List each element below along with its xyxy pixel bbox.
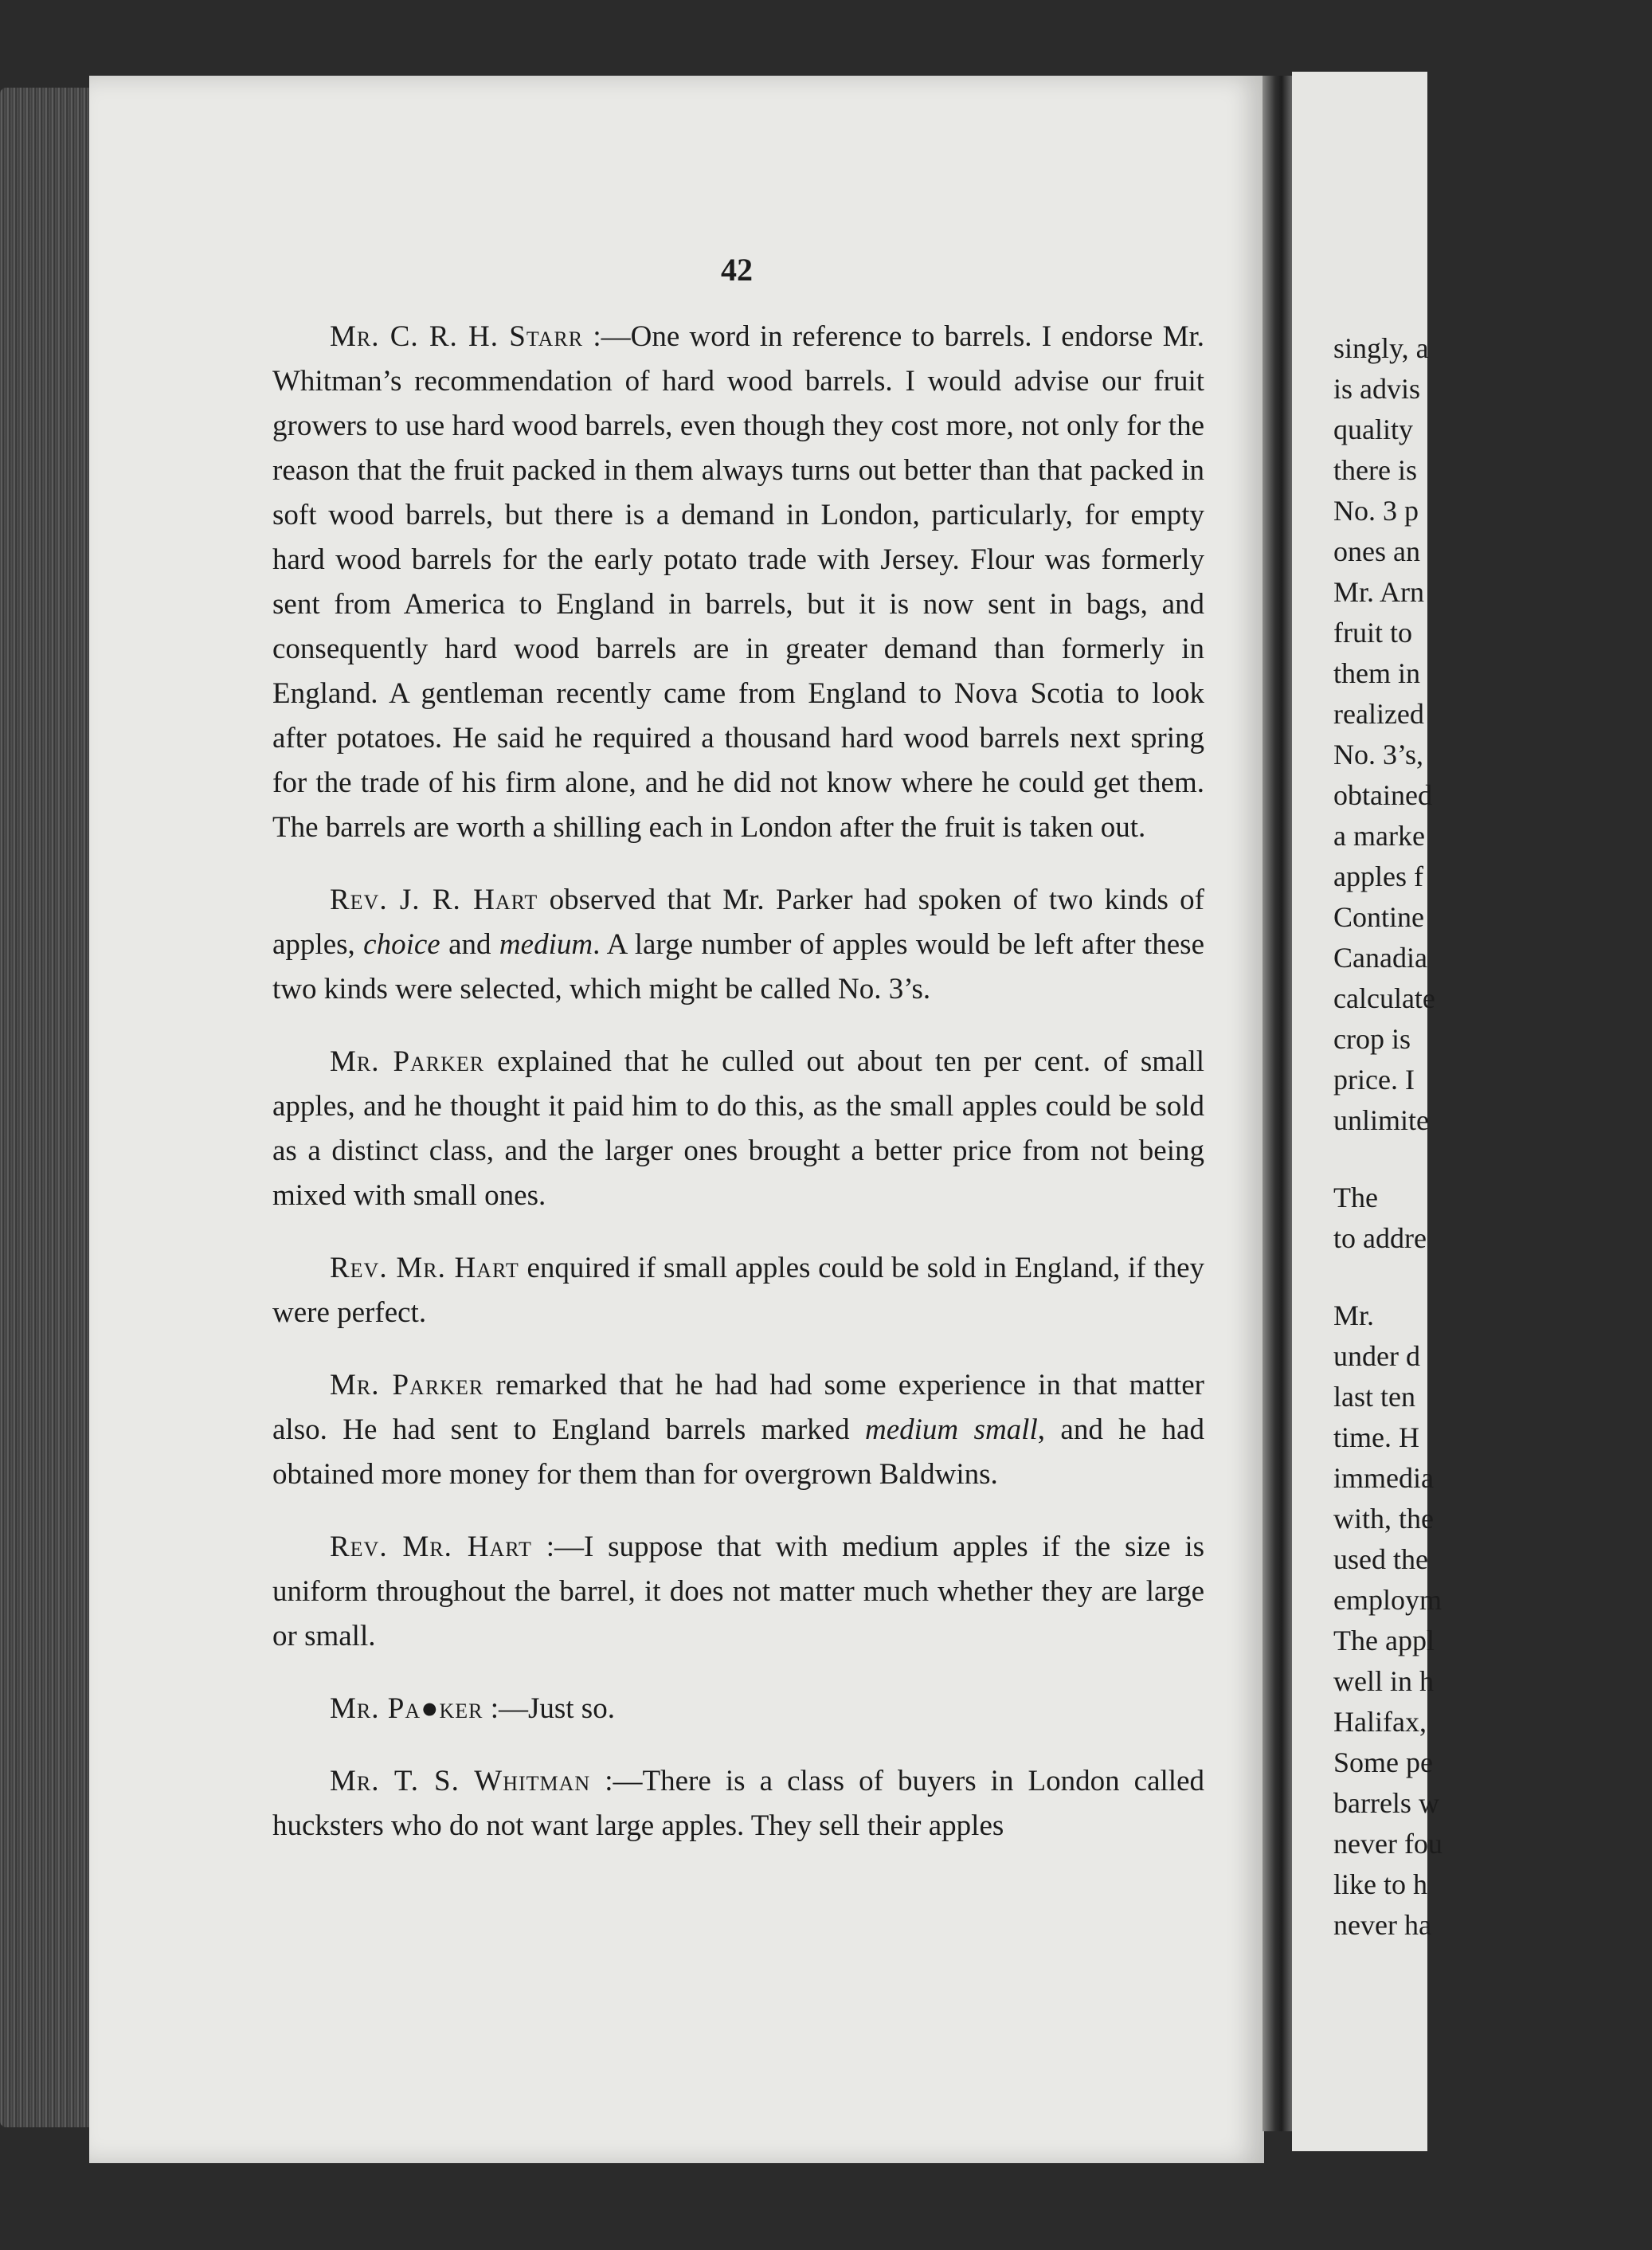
right-page-line: quality (1333, 414, 1413, 445)
paragraph (272, 1687, 1204, 1731)
right-page-line: obtained (1333, 779, 1432, 811)
speaker: Mr. Pa●ker (330, 1692, 483, 1725)
paragraph-gap (1333, 1259, 1652, 1296)
right-page-line: with, the (1333, 1503, 1434, 1535)
right-page-line: used the (1333, 1543, 1428, 1575)
right-page-line: No. 3’s, (1333, 739, 1424, 770)
right-page-line: under d (1333, 1340, 1420, 1372)
right-page-line: calculate (1333, 982, 1435, 1014)
right-page-line: singly, a (1333, 332, 1429, 364)
right-page-line: Canadia (1333, 942, 1427, 974)
right-page-line: Contine (1333, 901, 1424, 933)
right-page-line: to addre (1333, 1222, 1427, 1254)
paragraph (272, 878, 1204, 1012)
right-page-line: unlimite (1333, 1104, 1429, 1136)
speaker: Mr. C. R. H. Starr (330, 320, 584, 353)
paragraph-text: :—Just so. (483, 1692, 615, 1725)
speaker: Rev. Mr. Hart (330, 1252, 519, 1284)
paragraph-text: remarked that he had had some experience in that matter also. He had sent to England barrels marked medium small, and he had obtained more money for them than for overgrown Baldwins. (272, 1369, 1204, 1491)
right-page-line: The appl (1333, 1625, 1435, 1656)
paragraph-text: explained that he culled out about ten per cent. of small apples, and he thought it paid him to do this, as the small apples could be sold as a distinct class, and the larger ones brought a better price from not being mixed with small ones. (272, 1045, 1205, 1212)
right-page-line: like to h (1333, 1868, 1427, 1900)
paragraph (272, 315, 1204, 850)
right-page-line: The (1333, 1182, 1378, 1213)
right-page-line: apples f (1333, 860, 1423, 892)
paragraph-text: enquired if small apples could be sold in England, if they were perfect. (272, 1252, 1204, 1329)
page-number: 42 (721, 252, 753, 288)
paragraph (272, 1759, 1204, 1848)
right-page-line: Mr. (1333, 1299, 1375, 1331)
right-page-line: never fou (1333, 1828, 1443, 1860)
right-page-line: barrels w (1333, 1787, 1439, 1819)
paragraph (272, 1363, 1204, 1497)
main-text (272, 315, 1204, 1876)
speaker: Rev. Mr. Hart (330, 1531, 532, 1563)
right-page-line: time. H (1333, 1421, 1419, 1453)
right-page-line: well in h (1333, 1665, 1434, 1697)
right-page-line: there is (1333, 454, 1417, 486)
right-page-text (1333, 328, 1652, 1946)
paragraph (272, 1525, 1204, 1659)
right-page-line: last ten (1333, 1381, 1415, 1413)
right-page-line: never ha (1333, 1909, 1431, 1941)
book-edge (0, 88, 92, 2127)
right-page-line: price. I (1333, 1064, 1415, 1096)
right-page-line: fruit to (1333, 617, 1412, 649)
right-page-line: a marke (1333, 820, 1425, 852)
speaker: Rev. J. R. Hart (330, 884, 538, 916)
paragraph (272, 1246, 1204, 1335)
speaker: Mr. T. S. Whitman (330, 1765, 591, 1797)
paragraph-gap (1333, 1141, 1652, 1178)
right-page-line: is advis (1333, 373, 1421, 405)
right-page-line: them in (1333, 657, 1420, 689)
paragraph (272, 1040, 1204, 1218)
speaker: Mr. Parker (330, 1045, 485, 1078)
right-page-line: immedia (1333, 1462, 1434, 1494)
paragraph-text: :—One word in reference to barrels. I endorse Mr. Whitman’s recommendation of hard wood barrels. I would advise our fruit growers to use hard wood barrels, even though they cost more, not only for the reason that the fruit packed in them always turns out better than that packed in soft wood barrels, but there is a demand in London, particularly, for empty hard wood barrels for the early potato trade with Jersey. Flour was formerly sent from America to England in barrels, but it is now sent in bags, and consequently hard wood barrels are in greater demand than formerly in England. A gentleman recently came from England to Nova Scotia to look after potatoes. He said he required a thousand hard wood barrels next spring for the trade of his firm alone, and he did not know where he could get them. The barrels are worth a shilling each in London after the fruit is taken out. (272, 320, 1205, 844)
right-page-line: crop is (1333, 1023, 1411, 1055)
right-page-line: Halifax, (1333, 1706, 1427, 1738)
right-page-line: Mr. Arn (1333, 576, 1425, 608)
paragraph-text: observed that Mr. Parker had spoken of two kinds of apples, choice and medium. A large number of apples would be left after these two kinds were selected, which might be called No. 3’s. (272, 884, 1204, 1005)
right-page (1292, 72, 1443, 2151)
right-page-line: realized (1333, 698, 1424, 730)
right-page-line: employm (1333, 1584, 1442, 1616)
right-page-line: ones an (1333, 535, 1420, 567)
paragraph-text: :—I suppose that with medium apples if the size is uniform throughout the barrel, it does not matter much whether they are large or small. (272, 1531, 1204, 1652)
right-page-line: No. 3 p (1333, 495, 1419, 527)
book-gutter (1262, 76, 1294, 2131)
speaker: Mr. Parker (330, 1369, 484, 1401)
paragraph-text: :—There is a class of buyers in London called hucksters who do not want large apples. They sell their apples (272, 1765, 1204, 1842)
right-page-line: Some pe (1333, 1746, 1433, 1778)
